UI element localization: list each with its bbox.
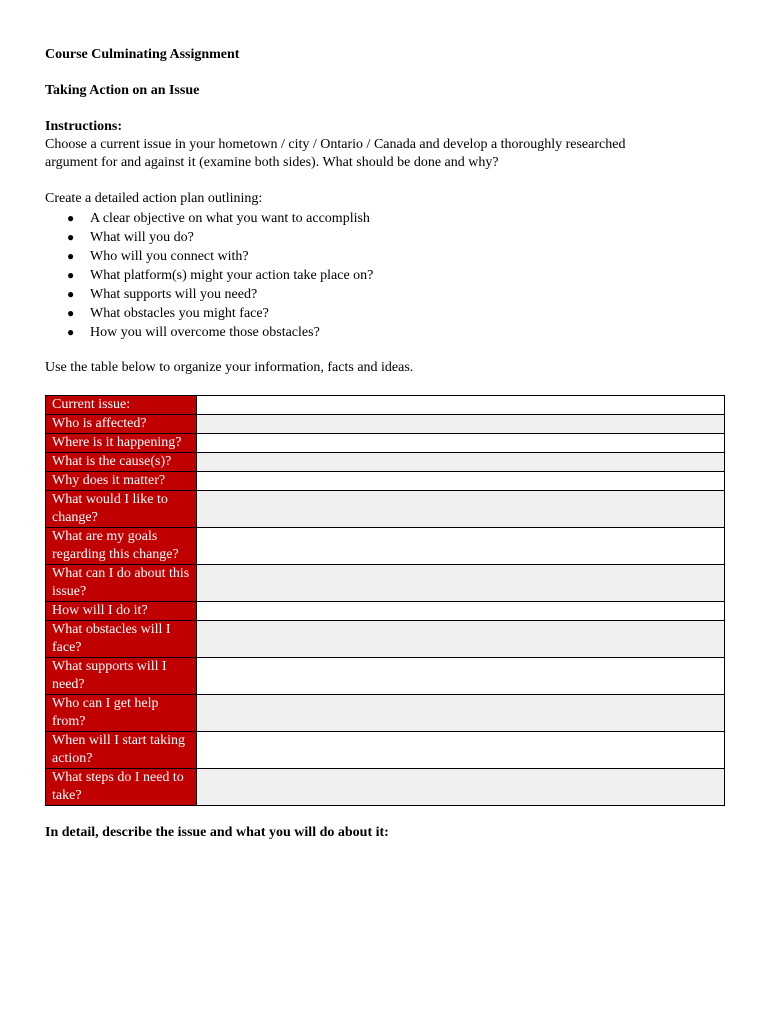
answer-cell[interactable] xyxy=(197,602,725,621)
answer-cell[interactable] xyxy=(197,396,725,415)
answer-cell[interactable] xyxy=(197,565,725,602)
row-label: How will I do it? xyxy=(46,602,197,621)
list-item-text: What supports will you need? xyxy=(90,287,258,302)
answer-cell[interactable] xyxy=(197,658,725,695)
document-subtitle: Taking Action on an Issue xyxy=(45,83,200,98)
table-intro: Use the table below to organize your information, facts and ideas. xyxy=(45,360,414,375)
answer-cell[interactable] xyxy=(197,732,725,769)
table-row xyxy=(46,453,725,472)
answer-cell[interactable] xyxy=(197,453,725,472)
table-row xyxy=(46,732,725,769)
table-row xyxy=(46,491,725,528)
row-label: Where is it happening? xyxy=(46,434,197,453)
table-row xyxy=(46,472,725,491)
answer-cell[interactable] xyxy=(197,528,725,565)
list-item xyxy=(45,228,725,247)
closing-prompt: In detail, describe the issue and what you will do about it: xyxy=(45,825,389,840)
row-label: What would I like to change? xyxy=(46,491,197,528)
table-row xyxy=(46,695,725,732)
instructions-line-2: argument for and against it (examine both sides). What should be done and why? xyxy=(45,155,499,170)
answer-cell[interactable] xyxy=(197,769,725,806)
bullet-icon: ● xyxy=(67,306,75,320)
table-row xyxy=(46,565,725,602)
row-label: Current issue: xyxy=(46,396,197,415)
answer-cell[interactable] xyxy=(197,695,725,732)
row-label: What supports will I need? xyxy=(46,658,197,695)
table-row xyxy=(46,769,725,806)
row-label: What is the cause(s)? xyxy=(46,453,197,472)
list-item xyxy=(45,247,725,266)
table-row xyxy=(46,415,725,434)
row-label: What can I do about this issue? xyxy=(46,565,197,602)
row-label: What are my goals regarding this change? xyxy=(46,528,197,565)
instructions-heading: Instructions: xyxy=(45,119,123,134)
list-item-text: Who will you connect with? xyxy=(90,249,249,264)
list-item-text: What obstacles you might face? xyxy=(90,306,269,321)
organizer-table xyxy=(45,395,725,806)
list-item-text: What will you do? xyxy=(90,230,194,245)
table-row xyxy=(46,528,725,565)
answer-cell[interactable] xyxy=(197,621,725,658)
row-label: Who can I get help from? xyxy=(46,695,197,732)
bullet-icon: ● xyxy=(67,287,75,301)
answer-cell[interactable] xyxy=(197,472,725,491)
row-label: What obstacles will I face? xyxy=(46,621,197,658)
row-label: What steps do I need to take? xyxy=(46,769,197,806)
plan-list xyxy=(45,209,725,342)
list-item-text: How you will overcome those obstacles? xyxy=(90,325,320,340)
bullet-icon: ● xyxy=(67,230,75,244)
answer-cell[interactable] xyxy=(197,491,725,528)
plan-intro: Create a detailed action plan outlining: xyxy=(45,191,263,206)
list-item-text: A clear objective on what you want to accomplish xyxy=(90,211,370,226)
answer-cell[interactable] xyxy=(197,415,725,434)
row-label: Why does it matter? xyxy=(46,472,197,491)
document-page xyxy=(45,46,725,842)
row-label: Who is affected? xyxy=(46,415,197,434)
bullet-icon: ● xyxy=(67,325,75,339)
list-item xyxy=(45,209,725,228)
row-label: When will I start taking action? xyxy=(46,732,197,769)
answer-cell[interactable] xyxy=(197,434,725,453)
list-item xyxy=(45,304,725,323)
table-row xyxy=(46,658,725,695)
table-row xyxy=(46,396,725,415)
list-item-text: What platform(s) might your action take place on? xyxy=(90,268,374,283)
bullet-icon: ● xyxy=(67,268,75,282)
bullet-icon: ● xyxy=(67,249,75,263)
document-title: Course Culminating Assignment xyxy=(45,47,240,62)
table-row xyxy=(46,602,725,621)
table-row xyxy=(46,434,725,453)
list-item xyxy=(45,323,725,342)
instructions-line-1: Choose a current issue in your hometown / city / Ontario / Canada and develop a thoroughly researched xyxy=(45,137,626,152)
table-row xyxy=(46,621,725,658)
list-item xyxy=(45,285,725,304)
bullet-icon: ● xyxy=(67,211,75,225)
list-item xyxy=(45,266,725,285)
